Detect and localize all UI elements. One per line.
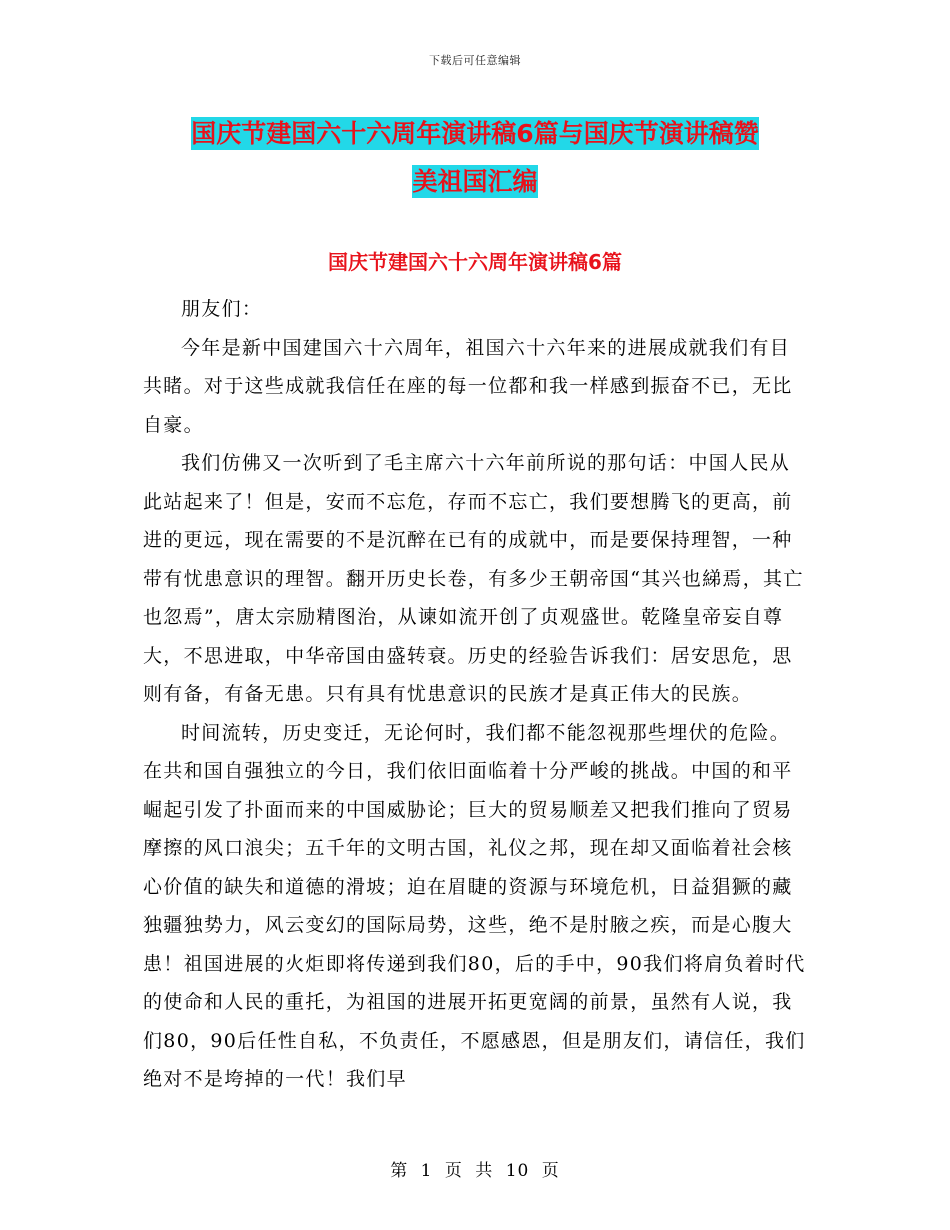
document-title-line-1: 国庆节建国六十六周年演讲稿6篇与国庆节演讲稿赞 (191, 119, 759, 148)
body-text (143, 290, 808, 1099)
document-title-line-2: 美祖国汇编 (412, 167, 538, 196)
section-title: 国庆节建国六十六周年演讲稿6篇 (328, 250, 622, 274)
paragraph-greeting: 朋友们： (181, 298, 263, 320)
page-number-footer: 第 1 页 共 10 页 (390, 1161, 560, 1181)
paragraph: 今年是新中国建国六十六周年，祖国六十六年来的进展成就我们有目共睹。对于这些成就我信任在座的每一位都和我一样感到振奋不已，无比自豪。 (143, 336, 793, 436)
paragraph: 我们仿佛又一次听到了毛主席六十六年前所说的那句话：中国人民从此站起来了！但是，安而不忘危，存而不忘亡，我们要想腾飞的更高，前进的更远，现在需要的不是沉醉在已有的成就中，而是要保持理智，一种带有忧患意识的理智。翻开历史长卷，有多少王朝帝国“其兴也綈焉，其亡也忽焉”，唐太宗励精图治，从谏如流开创了贞观盛世。乾隆皇帝妄自尊大，不思进取，中华帝国由盛转衰。历史的经验告诉我们：居安思危，思则有备，有备无患。只有具有忧患意识的民族才是真正伟大的民族。 (143, 452, 804, 705)
document-title (0, 110, 950, 206)
paragraph: 时间流转，历史变迁，无论何时，我们都不能忽视那些埋伏的危险。在共和国自强独立的今日，我们依旧面临着十分严峻的挑战。中国的和平崛起引发了扑面而来的中国威胁论；巨大的贸易顺差又把我们推向了贸易摩擦的风口浪尖；五千年的文明古国，礼仪之邦，现在却又面临着社会核心价值的缺失和道德的滑坡；迫在眉睫的资源与环境危机，日益猖獗的藏独疆独势力，风云变幻的国际局势，这些，绝不是肘腋之疾，而是心腹大患！祖国进展的火炬即将传递到我们80，后的手中，90我们将肩负着时代的使命和人民的重托，为祖国的进展开拓更宽阔的前景，虽然有人说，我们80，90后任性自私，不负责任，不愿感恩，但是朋友们，请信任，我们绝对不是垮掉的一代！我们早 (143, 721, 806, 1090)
header-note: 下载后可任意编辑 (429, 54, 521, 67)
